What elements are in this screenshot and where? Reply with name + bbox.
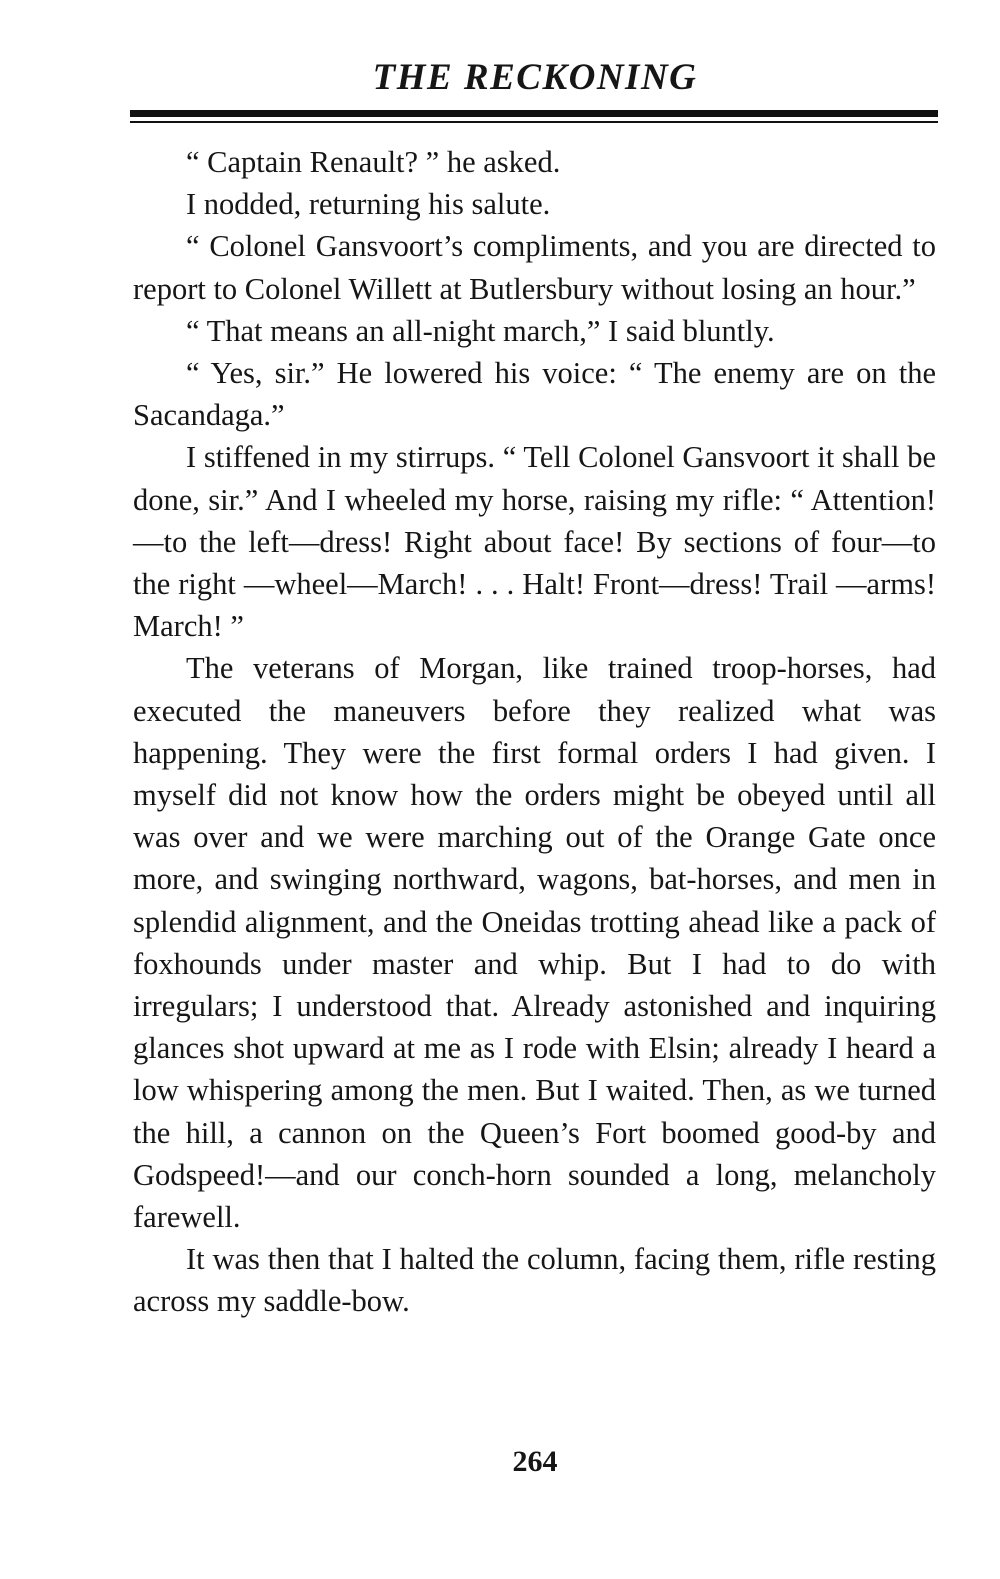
paragraph: The veterans of Morgan, like trained troop-horses, had executed the maneuvers before they realized what was happening. They were the first formal orders I had given. I myself did not know how the orders might be obeyed until all was over and we were marching out of the Orange Gate once more, and swinging northward, wagons, bat-horses, and men in splendid alignment, and the Oneidas trotting ahead like a pack of foxhounds under master and whip. But I had to do with irregulars; I understood that. Already astonished and inquiring glances shot upward at me as I rode with Elsin; already I heard a low whispering among the men. But I waited. Then, as we turned the hill, a cannon on the Queen’s Fort boomed good-by and Godspeed!—and our conch-horn sounded a long, melancholy farewell. bbox=[133, 651, 936, 1235]
page-number: 264 bbox=[512, 1445, 558, 1478]
header-rule-thick bbox=[130, 110, 938, 117]
body-text bbox=[133, 141, 936, 1323]
running-head: THE RECKONING bbox=[372, 57, 698, 98]
paragraph: “ Colonel Gansvoort’s compliments, and you are directed to report to Colonel Willett at Butlersbury without losing an hour.” bbox=[133, 229, 936, 306]
paragraph: “ Yes, sir.” He lowered his voice: “ The enemy are on the Sacandaga.” bbox=[133, 356, 936, 433]
paragraph: “ Captain Renault? ” he asked. bbox=[186, 145, 561, 179]
paragraph: I stiffened in my stirrups. “ Tell Colonel Gansvoort it shall be done, sir.” And I wheeled my horse, raising my rifle: “ Attention!—to the left—dress! Right about face! By sections of four—to the right —wheel—March! . . . Halt! Front—dress! Trail —arms! March! ” bbox=[133, 440, 936, 644]
header-rule-thin bbox=[130, 121, 938, 123]
paragraph: It was then that I halted the column, facing them, rifle resting across my saddle-bow. bbox=[133, 1242, 936, 1319]
paragraph: I nodded, returning his salute. bbox=[186, 187, 551, 222]
paragraph: “ That means an all-night march,” I said bluntly. bbox=[186, 313, 775, 348]
